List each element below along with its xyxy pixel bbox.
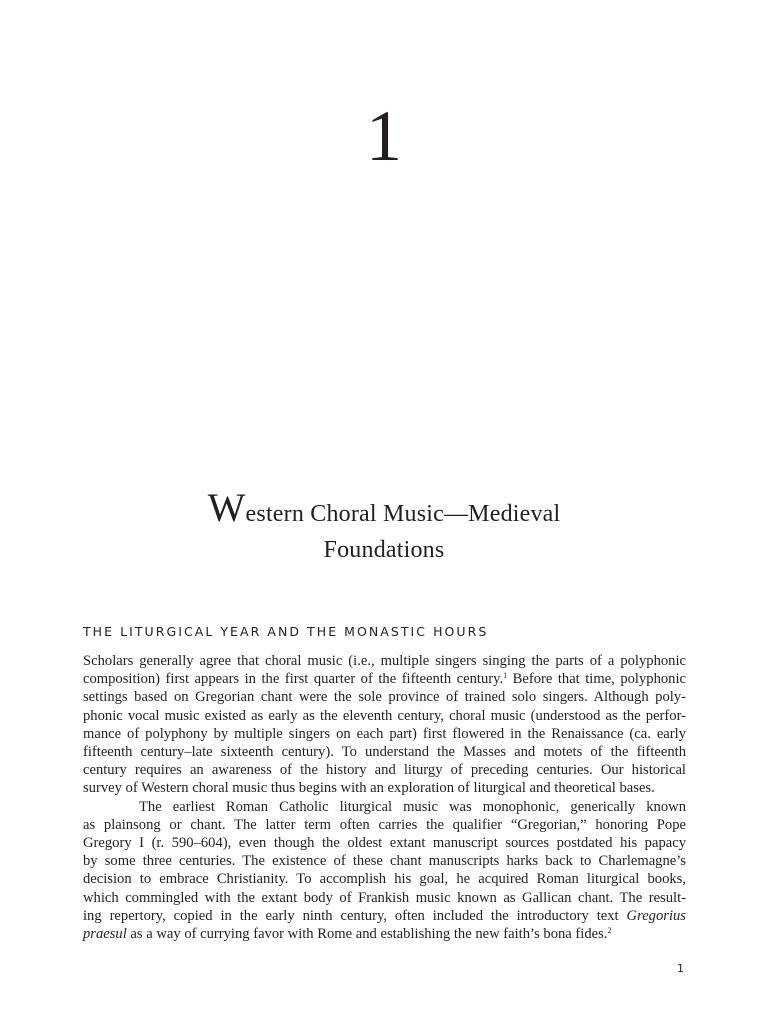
body-text	[83, 652, 686, 943]
text-span: composition) first appears in the first quarter of the fifteenth century.	[83, 671, 504, 688]
chapter-title-line-2: Foundations	[323, 537, 445, 563]
italic-term: Gregorius	[626, 907, 686, 924]
text-line: century requires an awareness of the history and liturgy of preceding centuries. Our historical	[83, 762, 686, 779]
text-span: ing repertory, copied in the early ninth century, often included the introductory text	[83, 907, 627, 924]
text-line: decision to embrace Christianity. To accomplish his goal, he acquired Roman liturgical books,	[83, 871, 686, 888]
chapter-title	[0, 485, 768, 568]
text-line	[83, 925, 686, 943]
text-span: Before that time, polyphonic	[507, 671, 686, 688]
text-line: phonic vocal music existed as early as the eleventh century, choral music (understood as the perfor-	[83, 707, 686, 724]
text-line: fifteenth century–late sixteenth century). To understand the Masses and motets of the fifteenth	[83, 744, 686, 761]
text-line: by some three centuries. The existence of these chant manuscripts harks back to Charlemagne’s	[83, 853, 686, 870]
chapter-title-line-1	[207, 485, 561, 530]
page-number: 1	[677, 962, 684, 975]
text-line	[83, 670, 686, 688]
text-line: which commingled with the extant body of Frankish music known as Gallican chant. The result-	[83, 889, 686, 906]
text-span: as a way of currying favor with Rome and establishing the new faith’s bona fides.	[126, 926, 608, 943]
title-line-1-rest: estern Choral Music—Medieval	[245, 501, 561, 527]
title-initial-letter: W	[207, 485, 246, 530]
text-line: survey of Western choral music thus begins with an exploration of liturgical and theoretical bases.	[83, 780, 655, 797]
italic-term: praesul	[83, 926, 127, 943]
text-line	[83, 907, 686, 925]
text-line: mance of polyphony by multiple singers on each part) first flowered in the Renaissance (ca. early	[83, 725, 686, 742]
text-line: Scholars generally agree that choral music (i.e., multiple singers singing the parts of a polyphonic	[83, 653, 686, 669]
footnote-marker-2: 2	[607, 926, 612, 936]
text-line: Gregory I (r. 590–604), even though the oldest extant manuscript sources postdated his papacy	[83, 835, 686, 852]
text-line: settings based on Gregorian chant were the sole province of trained solo singers. Although poly-	[83, 689, 686, 706]
paragraph-first-line: The earliest Roman Catholic liturgical music was monophonic, generically known	[139, 798, 686, 815]
text-line: as plainsong or chant. The latter term often carries the qualifier “Gregorian,” honoring Pope	[83, 816, 686, 833]
footnote-marker-1: 1	[503, 671, 508, 681]
section-heading: THE LITURGICAL YEAR AND THE MONASTIC HOURS	[83, 624, 489, 639]
chapter-number: 1	[366, 96, 402, 176]
